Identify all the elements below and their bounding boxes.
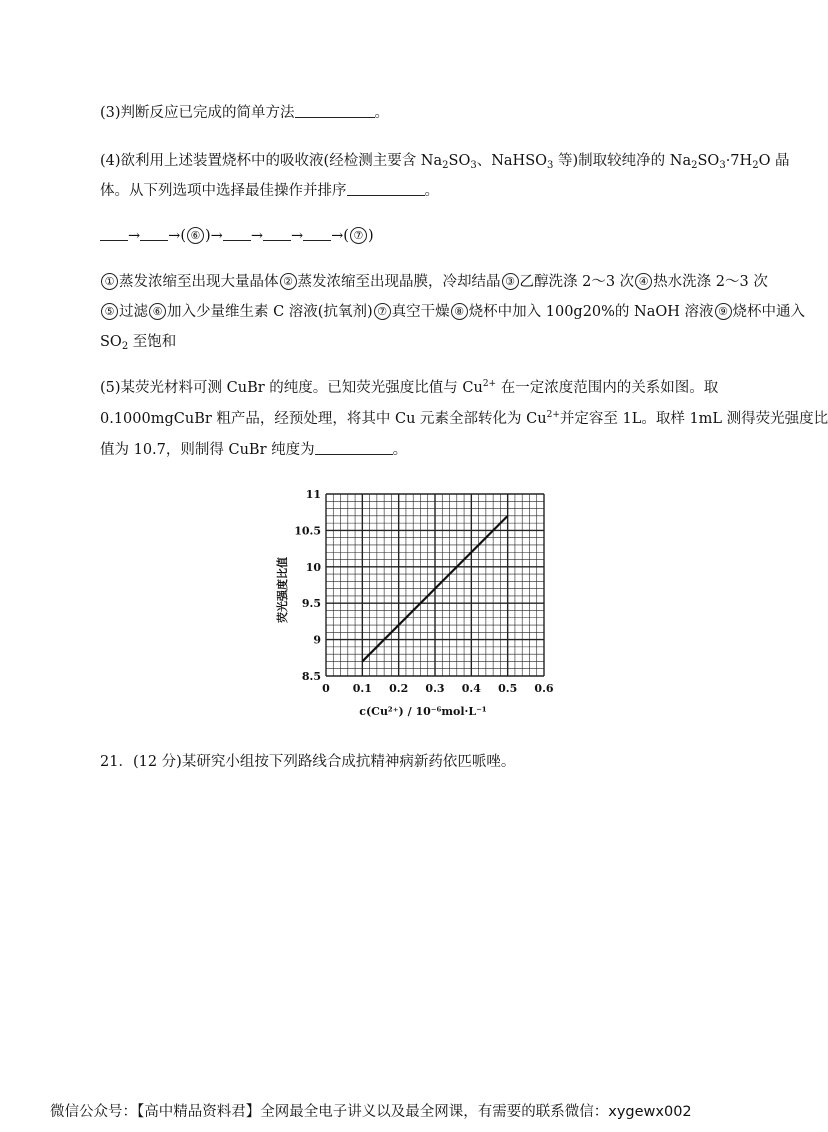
x-tick-label: 0.6 (534, 682, 554, 695)
seq-mark-7: ⑦ (350, 227, 367, 244)
seq-blank (223, 226, 251, 241)
options-line1: ① 蒸发浓缩至出现大量晶体 ② 蒸发浓缩至出现晶膜，冷却结晶 ③ 乙醇洗涤 2～3 次 ④ 热水洗涤 2～3 次 (100, 272, 750, 292)
q5-line3: 值为 10.7，则制得 CuBr 纯度为 。 (100, 442, 408, 458)
footer-text: 微信公众号：【高中精品资料君】全网最全电子讲义以及最全网课，有需要的联系微信：xygewx002 (50, 1104, 692, 1120)
seq-blank (303, 226, 331, 241)
options-line2: ⑤ 过滤 ⑥ 加入少量维生素 C 溶液(抗氧剂) ⑦ 真空干燥 ⑧ 烧杯中加入 100g20%的 NaOH 溶液 ⑨ 烧杯中通入 (100, 302, 750, 322)
q4-sequence: → →( ⑥ )→ → → →( ⑦ ) (100, 226, 750, 246)
q4-line1: (4)欲利用上述装置烧杯中的吸收液(经检测主要含 $Na_2SO_3$、NaHSO$_3$ 等)制取较纯净的 $Na_2SO_3\cdot 7H_2O$ 晶 (100, 153, 790, 171)
q5-line1: (5)某荧光材料可测 CuBr 的纯度。已知荧光强度比值与 $Cu^{2+}$ 在一定浓度范围内的关系如图。取 (100, 379, 719, 396)
y-tick-label: 10.5 (294, 524, 321, 538)
y-tick-label: 11 (305, 488, 321, 501)
x-tick-label: 0.4 (461, 682, 481, 695)
x-tick-label: 0.2 (389, 682, 409, 695)
y-tick-label: 9 (313, 633, 321, 647)
q21-line: 21．(12 分)某研究小组按下列路线合成抗精神病新药依匹哌唑。 (100, 754, 516, 770)
y-tick-label: 9.5 (301, 597, 321, 611)
q3-text: (3)判断反应已完成的简单方法 (100, 105, 295, 121)
seq-blank (263, 226, 291, 241)
y-tick-label: 10 (305, 560, 321, 574)
q5-line2: 0.1000mgCuBr 粗产品，经预处理，将其中 Cu 元素全部转化为 $Cu^{2+}$并定容至 1L。取样 1mL 测得荧光强度比 (100, 410, 828, 427)
x-tick-label: 0.3 (425, 682, 445, 695)
seq-blank (140, 226, 168, 241)
q4-answer-blank (347, 181, 425, 196)
q4-line2: 体。从下列选项中选择最佳操作并排序 。 (100, 183, 439, 199)
q3-line: (3)判断反应已完成的简单方法 。 (100, 105, 390, 121)
x-tick-label: 0 (322, 682, 330, 695)
chart-y-label: 荧光强度比值 (276, 557, 289, 623)
chart-major-grid (326, 494, 544, 676)
fluorescence-chart (268, 482, 568, 722)
x-tick-label: 0.1 (352, 682, 372, 695)
chart-x-label: c(Cu²⁺) / 10⁻⁶mol·L⁻¹ (359, 705, 487, 718)
options-line3: $SO_2$ 至饱和 (100, 334, 177, 352)
y-tick-label: 8.5 (301, 670, 321, 683)
seq-mark-6: ⑥ (187, 227, 204, 244)
q5-answer-blank (315, 440, 393, 455)
seq-blank (100, 226, 128, 241)
x-tick-label: 0.5 (498, 682, 518, 695)
q3-answer-blank (295, 103, 375, 118)
